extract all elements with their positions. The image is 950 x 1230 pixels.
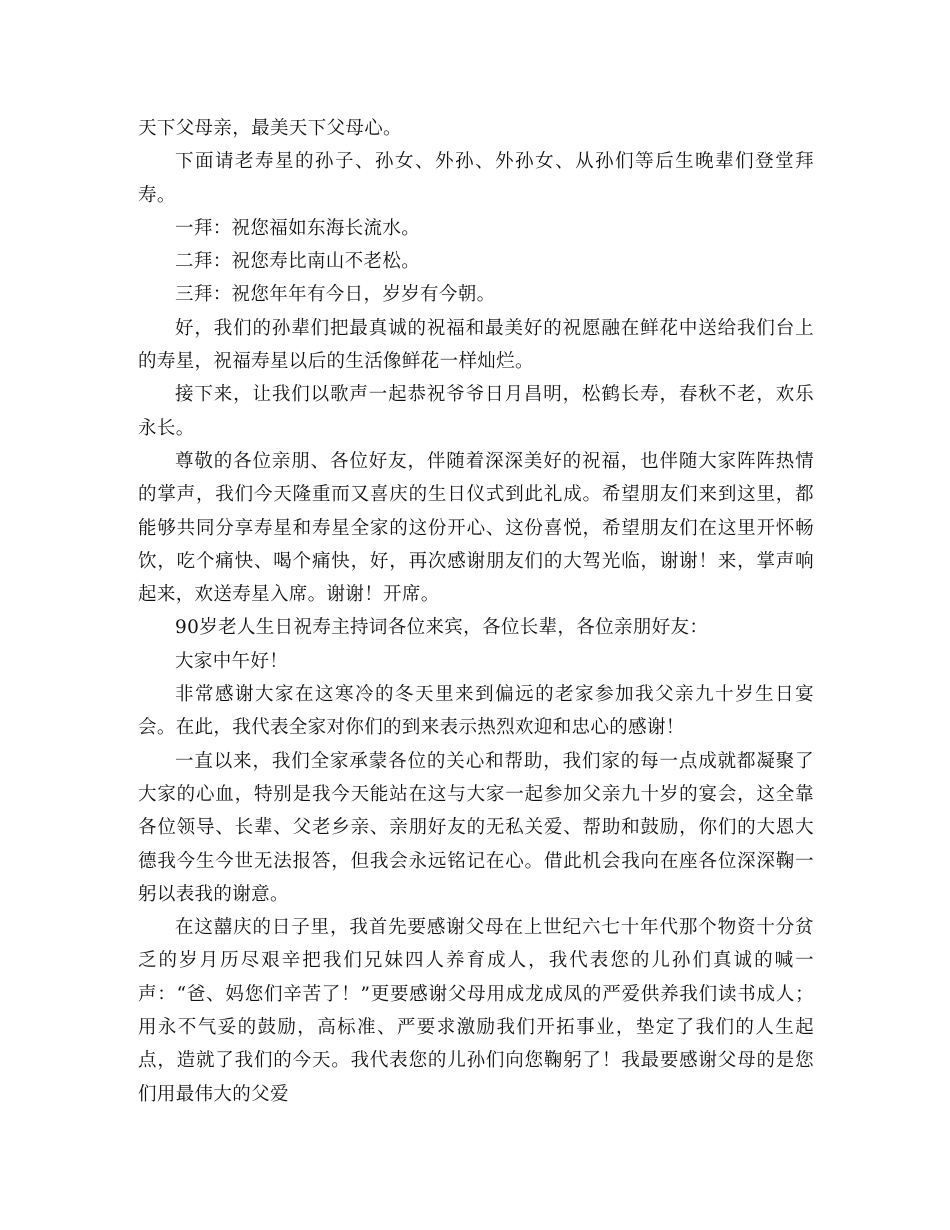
paragraph-1: 天下父母亲，最美天下父母心。 xyxy=(138,118,402,139)
paragraph-2: 下面请老寿星的孙子、孙女、外孙、外孙女、从孙们等后生晚辈们登堂拜寿。 xyxy=(138,151,814,206)
paragraph-7: 接下来，让我们以歌声一起恭祝爷爷日月昌明，松鹤长寿，春秋不老，欢乐永长。 xyxy=(138,384,814,439)
paragraph-4: 二拜：祝您寿比南山不老松。 xyxy=(175,251,421,273)
paragraph-5: 三拜：祝您年年有今日，岁岁有今朝。 xyxy=(175,284,496,306)
paragraph-10: 大家中午好！ xyxy=(175,650,289,672)
paragraph-6: 好，我们的孙辈们把最真诚的祝福和最美好的祝愿融在鲜花中送给我们台上的寿星，祝福寿星以后的生活像鲜花一样灿烂。 xyxy=(138,317,814,373)
paragraph-11: 非常感谢大家在这寒冷的冬天里来到偏远的老家参加我父亲九十岁生日宴会。在此，我代表全家对你们的到来表示热烈欢迎和忠心的感谢！ xyxy=(138,684,814,739)
paragraph-12: 一直以来，我们全家承蒙各位的关心和帮助，我们家的每一点成就都凝聚了大家的心血，特别是我今天能站在这与大家一起参加父亲九十岁的宴会，这全靠各位领导、长辈、父老乡亲、亲朋好友的无私关爱、帮助和鼓励，你们的大恩大德我今生今世无法报答，但我会永远铭记在心。借此机会我向在座各位深深鞠一躬以表我的谢意。 xyxy=(138,750,814,905)
paragraph-8: 尊敬的各位亲朋、各位好友，伴随着深深美好的祝福，也伴随大家阵阵热情的掌声，我们今天隆重而又喜庆的生日仪式到此礼成。希望朋友们来到这里，都能够共同分享寿星和寿星全家的这份开心、这份喜悦，希望朋友们在这里开怀畅饮，吃个痛快、喝个痛快，好，再次感谢朋友们的大驾光临，谢谢！来，掌声响起来，欢送寿星入席。谢谢！开席。 xyxy=(138,450,814,606)
document-body xyxy=(138,112,814,1111)
paragraph-13: 在这囍庆的日子里，我首先要感谢父母在上世纪六七十年代那个物资十分贫乏的岁月历尽艰辛把我们兄妹四人养育成人，我代表您的儿孙们真诚的喊一声：“爸、妈您们辛苦了！”更要感谢父母用成龙成凤的严爱供养我们读书成人；用永不气妥的鼓励，高标准、严要求激励我们开拓事业，垫定了我们的人生起点，造就了我们的今天。我代表您的儿孙们向您鞠躬了！我最要感谢父母的是您们用最伟大的父爱 xyxy=(138,917,814,1105)
paragraph-9: 90岁老人生日祝寿主持词各位来宾，各位长辈，各位亲朋好友： xyxy=(175,617,709,639)
paragraph-3: 一拜：祝您福如东海长流水。 xyxy=(175,217,421,239)
